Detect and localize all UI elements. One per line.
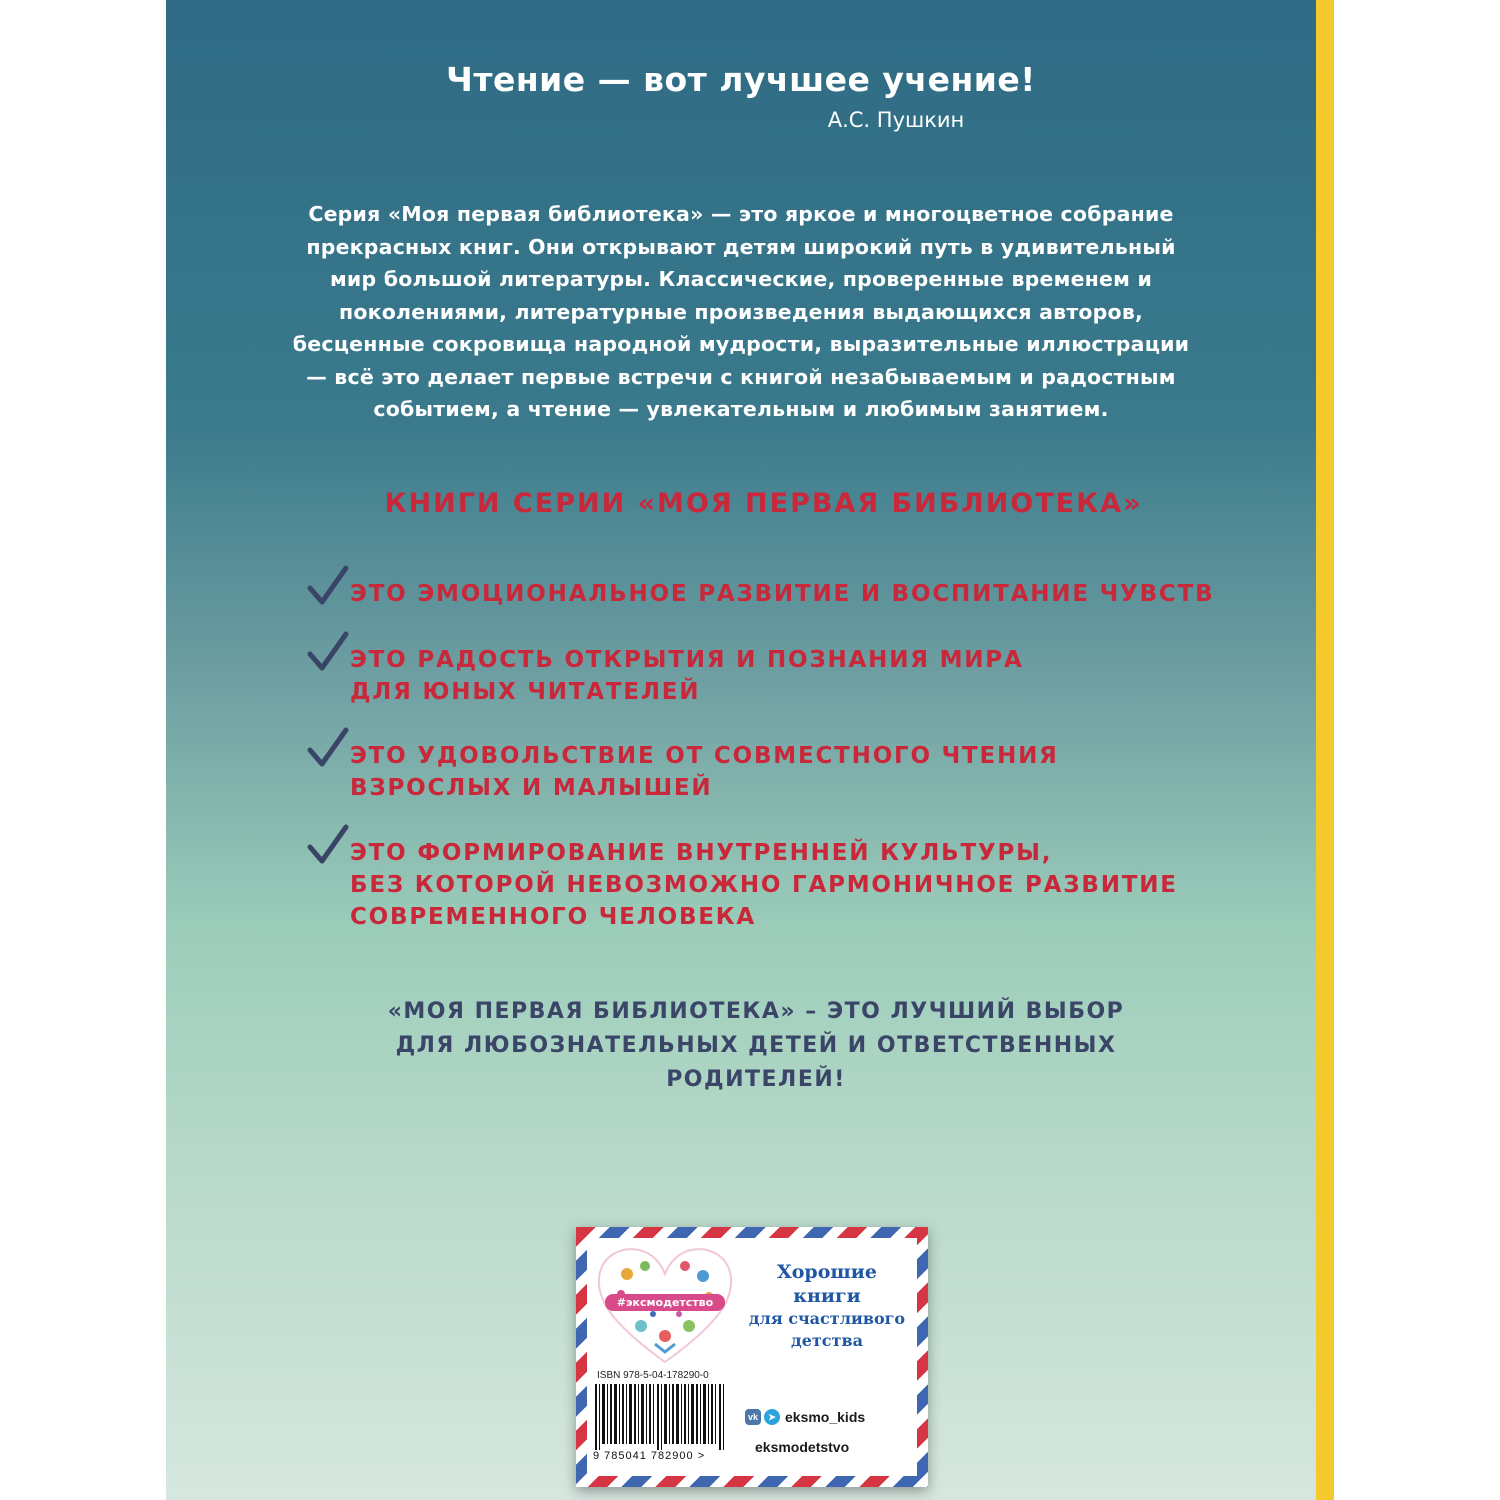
checkmark-icon xyxy=(306,726,350,770)
back-cover xyxy=(166,0,1316,1500)
social-handle: eksmodetstvo xyxy=(755,1439,850,1455)
slogan-line: для счастливого xyxy=(748,1309,906,1328)
benefit-text: ЭТО УДОВОЛЬСТВИЕ ОТ СОВМЕСТНОГО ЧТЕНИЯ ВЗРОСЛЫХ И МАЛЫШЕЙ xyxy=(350,743,1059,801)
series-heading: КНИГИ СЕРИИ «МОЯ ПЕРВАЯ БИБЛИОТЕКА» xyxy=(384,488,1143,519)
publisher-badge xyxy=(576,1227,928,1487)
publisher-slogan xyxy=(737,1260,917,1352)
epigraph-author: А.С. Пушкин xyxy=(827,108,965,132)
hashtag-label: #эксмодетство xyxy=(605,1294,725,1311)
closing-statement: «МОЯ ПЕРВАЯ БИБЛИОТЕКА» – ЭТО ЛУЧШИЙ ВЫБОР ДЛЯ ЛЮБОЗНАТЕЛЬНЫХ ДЕТЕЙ И ОТВЕТСТВЕННЫХ РОДИТЕЛЕЙ! xyxy=(387,999,1125,1092)
barcode-digits: 9 785041 782900 > xyxy=(593,1450,706,1462)
isbn-block xyxy=(591,1370,731,1466)
badge-card xyxy=(587,1238,917,1476)
social-row-detstvo[interactable] xyxy=(753,1436,849,1458)
slogan-line: детства xyxy=(791,1331,863,1350)
checkmark-icon xyxy=(306,630,350,674)
social-row-kids[interactable] xyxy=(745,1406,865,1428)
isbn-number: ISBN 978-5-04-178290-0 xyxy=(597,1370,709,1381)
spine-edge xyxy=(1316,0,1334,1500)
vk-icon: vk xyxy=(745,1409,761,1425)
barcode-icon xyxy=(591,1384,731,1450)
social-handle: eksmo_kids xyxy=(785,1409,866,1425)
benefit-text: ЭТО РАДОСТЬ ОТКРЫТИЯ И ПОЗНАНИЯ МИРА ДЛЯ ЮНЫХ ЧИТАТЕЛЕЙ xyxy=(350,647,1024,705)
checkmark-icon xyxy=(306,564,350,608)
benefit-text: ЭТО ЭМОЦИОНАЛЬНОЕ РАЗВИТИЕ И ВОСПИТАНИЕ ЧУВСТВ xyxy=(350,581,1215,607)
epigraph-quote: Чтение — вот лучшее учение! xyxy=(446,60,1036,99)
checkmark-icon xyxy=(306,823,350,867)
benefit-text: ЭТО ФОРМИРОВАНИЕ ВНУТРЕННЕЙ КУЛЬТУРЫ, БЕЗ КОТОРОЙ НЕВОЗМОЖНО ГАРМОНИЧНОЕ РАЗВИТИЕ СОВРЕМЕННОГО ЧЕЛОВЕКА xyxy=(350,840,1178,930)
telegram-icon: ➤ xyxy=(764,1409,780,1425)
series-intro-paragraph: Серия «Моя первая библиотека» — это яркое и многоцветное собрание прекрасных книг. Они открывают детям широкий путь в удивительный мир большой литературы. Классические, проверенные временем и поколениями, литературные произведения выдающихся авторов, бесценные сокровища народной мудрости, выразительные иллюстрации — всё это делает первые встречи с книгой незабываемым и радостным событием, а чтение — увлекательным и любимым занятием. xyxy=(292,202,1190,421)
slogan-line: Хорошие xyxy=(777,1261,877,1283)
slogan-line: книги xyxy=(793,1285,861,1307)
